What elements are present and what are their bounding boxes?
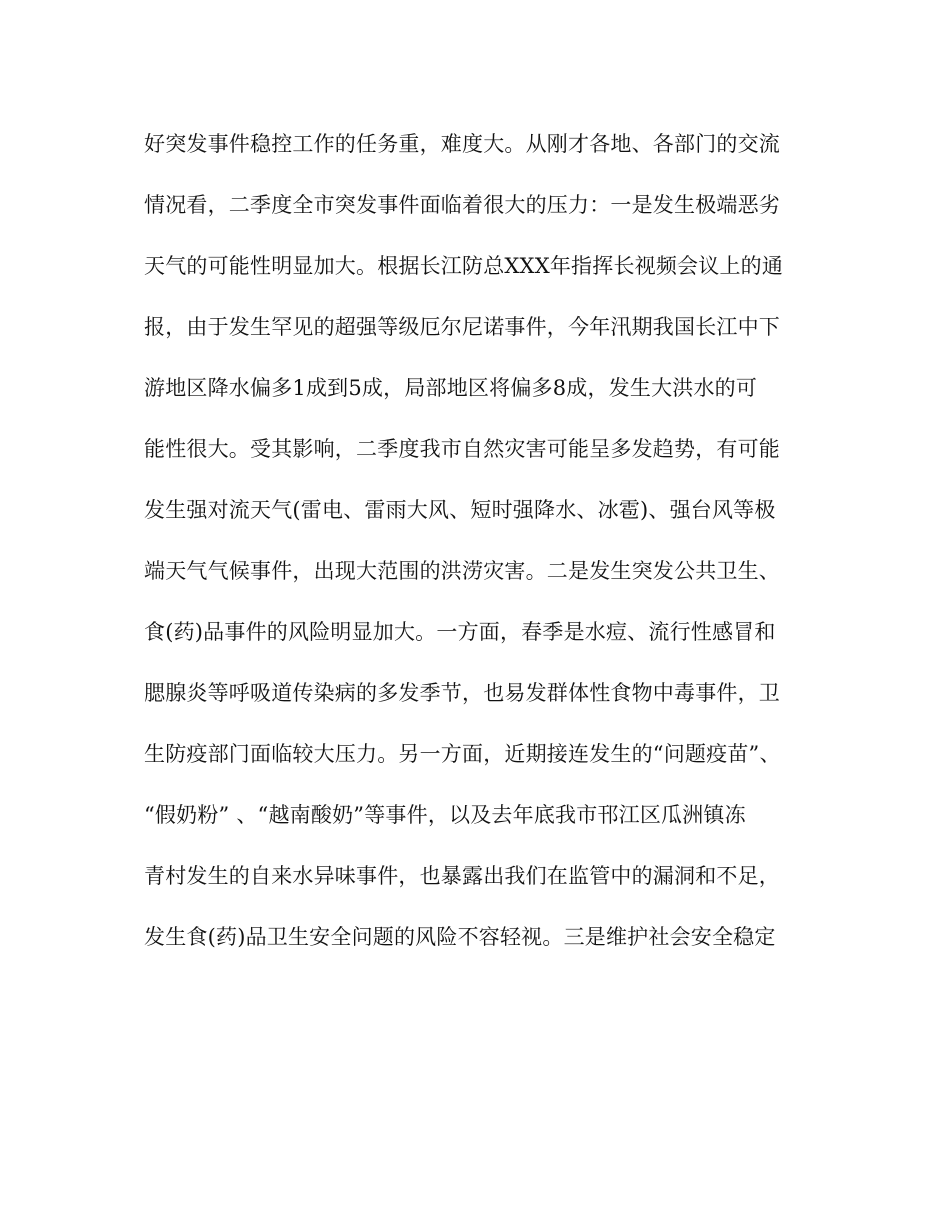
- text-line: 食(药)品事件的风险明显加大。一方面，春季是水痘、流行性感冒和: [144, 620, 776, 644]
- text-line: 能性很大。受其影响，二季度我市自然灾害可能呈多发趋势，有可能: [144, 437, 780, 461]
- text-line: 情况看，二季度全市突发事件面临着很大的压力：一是发生极端恶劣: [144, 193, 780, 217]
- text-line: 青村发生的自来水异味事件，也暴露出我们在监管中的漏洞和不足，: [144, 864, 780, 888]
- text-line: 游地区降水偏多1成到5成，局部地区将偏多8成，发生大洪水的可: [144, 376, 758, 400]
- text-line: 端天气气候事件，出现大范围的洪涝灾害。二是发生突发公共卫生、: [144, 559, 780, 583]
- document-body-text: [144, 124, 824, 978]
- text-line: 发生食(药)品卫生安全问题的风险不容轻视。三是维护社会安全稳定: [144, 925, 776, 949]
- text-line: 腮腺炎等呼吸道传染病的多发季节，也易发群体性食物中毒事件，卫: [144, 681, 780, 705]
- text-line: 天气的可能性明显加大。根据长江防总XXX年指挥长视频会议上的通: [144, 254, 784, 278]
- text-line: “假奶粉” 、“越南酸奶”等事件，以及去年底我市邗江区瓜洲镇冻: [144, 803, 746, 827]
- text-line: 发生强对流天气(雷电、雷雨大风、短时强降水、冰雹)、强台风等极: [144, 498, 776, 522]
- text-line: 好突发事件稳控工作的任务重，难度大。从刚才各地、各部门的交流: [144, 132, 780, 156]
- text-line: 生防疫部门面临较大压力。另一方面，近期接连发生的“问题疫苗”、: [144, 742, 781, 766]
- text-line: 报，由于发生罕见的超强等级厄尔尼诺事件，今年汛期我国长江中下: [144, 315, 780, 339]
